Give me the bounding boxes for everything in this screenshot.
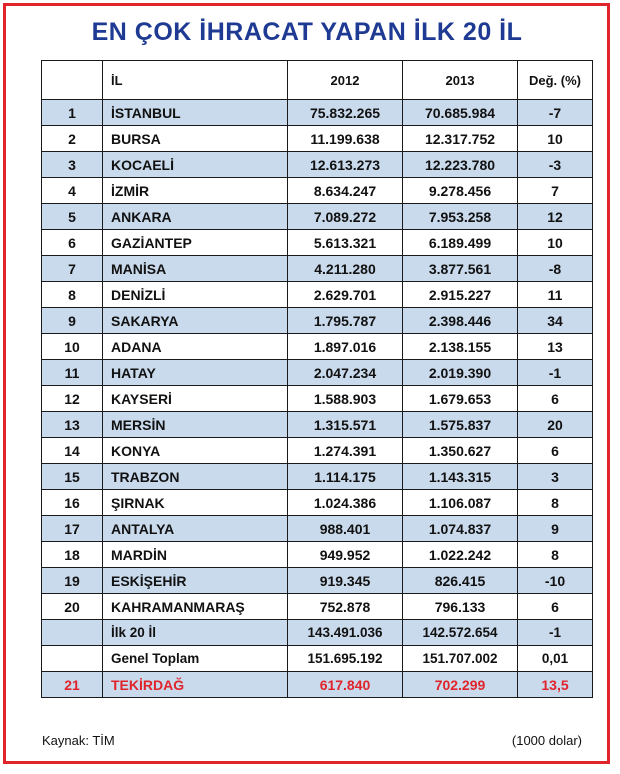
cell-2013: 12.317.752 [403, 126, 518, 152]
cell-il: TRABZON [103, 464, 288, 490]
table-row [42, 230, 593, 256]
table-row [42, 152, 593, 178]
cell-change: 10 [518, 126, 593, 152]
table-row [42, 308, 593, 334]
cell-2012: 919.345 [288, 568, 403, 594]
cell-no: 15 [42, 464, 103, 490]
cell-2012: 1.588.903 [288, 386, 403, 412]
cell-2012: 752.878 [288, 594, 403, 620]
cell-il: ANKARA [103, 204, 288, 230]
cell-2013: 1.143.315 [403, 464, 518, 490]
cell-change: -7 [518, 100, 593, 126]
table-row [42, 100, 593, 126]
cell-2012: 1.274.391 [288, 438, 403, 464]
cell-2012: 75.832.265 [288, 100, 403, 126]
cell-2012: 8.634.247 [288, 178, 403, 204]
cell-2012: 1.024.386 [288, 490, 403, 516]
cell-change: 34 [518, 308, 593, 334]
table-row [42, 282, 593, 308]
cell-2013: 1.022.242 [403, 542, 518, 568]
cell-change: 8 [518, 490, 593, 516]
cell-change: 8 [518, 542, 593, 568]
cell-il: GAZİANTEP [103, 230, 288, 256]
cell-no: 17 [42, 516, 103, 542]
cell-change: 6 [518, 438, 593, 464]
column-header-change: Değ. (%) [518, 61, 593, 100]
cell-change: 11 [518, 282, 593, 308]
column-header-il: İL [103, 61, 288, 100]
cell-2013: 1.575.837 [403, 412, 518, 438]
cell-change: 20 [518, 412, 593, 438]
cell-no: 18 [42, 542, 103, 568]
cell-il: İlk 20 İl [103, 620, 288, 646]
cell-2012: 617.840 [288, 672, 403, 698]
cell-change: 7 [518, 178, 593, 204]
total-row [42, 646, 593, 672]
cell-il: KAYSERİ [103, 386, 288, 412]
cell-2012: 151.695.192 [288, 646, 403, 672]
cell-change: -1 [518, 620, 593, 646]
table-row [42, 516, 593, 542]
cell-change: 6 [518, 386, 593, 412]
cell-change: -1 [518, 360, 593, 386]
cell-no: 16 [42, 490, 103, 516]
cell-no: 8 [42, 282, 103, 308]
cell-2012: 1.795.787 [288, 308, 403, 334]
cell-il: MARDİN [103, 542, 288, 568]
cell-il: MANİSA [103, 256, 288, 282]
cell-il: HATAY [103, 360, 288, 386]
cell-change: -8 [518, 256, 593, 282]
cell-no [42, 646, 103, 672]
cell-2013: 142.572.654 [403, 620, 518, 646]
table-row [42, 126, 593, 152]
cell-2012: 7.089.272 [288, 204, 403, 230]
page-title: EN ÇOK İHRACAT YAPAN İLK 20 İL [91, 18, 523, 46]
cell-2013: 702.299 [403, 672, 518, 698]
cell-il: BURSA [103, 126, 288, 152]
cell-2013: 1.074.837 [403, 516, 518, 542]
cell-il: KAHRAMANMARAŞ [103, 594, 288, 620]
table-row [42, 412, 593, 438]
cell-2013: 826.415 [403, 568, 518, 594]
cell-2013: 2.398.446 [403, 308, 518, 334]
cell-2013: 151.707.002 [403, 646, 518, 672]
cell-il: DENİZLİ [103, 282, 288, 308]
cell-il: Genel Toplam [103, 646, 288, 672]
subtotal-row [42, 620, 593, 646]
cell-2013: 1.679.653 [403, 386, 518, 412]
cell-change: 3 [518, 464, 593, 490]
column-header-no [42, 61, 103, 100]
cell-change: -3 [518, 152, 593, 178]
cell-2012: 2.629.701 [288, 282, 403, 308]
cell-2012: 1.897.016 [288, 334, 403, 360]
cell-no: 20 [42, 594, 103, 620]
cell-il: İSTANBUL [103, 100, 288, 126]
cell-no [42, 620, 103, 646]
cell-2013: 70.685.984 [403, 100, 518, 126]
cell-2013: 2.915.227 [403, 282, 518, 308]
cell-change: 0,01 [518, 646, 593, 672]
column-header-2012: 2012 [288, 61, 403, 100]
cell-change: 13,5 [518, 672, 593, 698]
cell-2012: 12.613.273 [288, 152, 403, 178]
cell-no: 12 [42, 386, 103, 412]
cell-il: KOCAELİ [103, 152, 288, 178]
table-row [42, 438, 593, 464]
cell-no: 10 [42, 334, 103, 360]
cell-no: 4 [42, 178, 103, 204]
unit-note: (1000 dolar) [511, 733, 582, 748]
cell-2012: 143.491.036 [288, 620, 403, 646]
cell-change: 10 [518, 230, 593, 256]
cell-il: TEKİRDAĞ [103, 672, 288, 698]
cell-il: SAKARYA [103, 308, 288, 334]
cell-no: 3 [42, 152, 103, 178]
cell-change: 6 [518, 594, 593, 620]
cell-2013: 3.877.561 [403, 256, 518, 282]
cell-2013: 1.350.627 [403, 438, 518, 464]
cell-no: 2 [42, 126, 103, 152]
cell-change: 13 [518, 334, 593, 360]
export-table [41, 60, 593, 698]
cell-il: İZMİR [103, 178, 288, 204]
cell-2013: 1.106.087 [403, 490, 518, 516]
table-row [42, 568, 593, 594]
cell-no: 19 [42, 568, 103, 594]
table-row [42, 204, 593, 230]
table-row [42, 594, 593, 620]
cell-2013: 12.223.780 [403, 152, 518, 178]
cell-no: 6 [42, 230, 103, 256]
cell-no: 7 [42, 256, 103, 282]
cell-2012: 949.952 [288, 542, 403, 568]
cell-no: 14 [42, 438, 103, 464]
cell-2013: 9.278.456 [403, 178, 518, 204]
cell-2012: 5.613.321 [288, 230, 403, 256]
cell-2012: 1.315.571 [288, 412, 403, 438]
table-row [42, 178, 593, 204]
cell-2012: 4.211.280 [288, 256, 403, 282]
cell-no: 9 [42, 308, 103, 334]
cell-il: ŞIRNAK [103, 490, 288, 516]
cell-2012: 11.199.638 [288, 126, 403, 152]
cell-2012: 1.114.175 [288, 464, 403, 490]
table-row [42, 490, 593, 516]
cell-2013: 2.019.390 [403, 360, 518, 386]
cell-change: 12 [518, 204, 593, 230]
cell-2013: 6.189.499 [403, 230, 518, 256]
cell-change: -10 [518, 568, 593, 594]
table-row [42, 542, 593, 568]
cell-no: 5 [42, 204, 103, 230]
cell-2013: 2.138.155 [403, 334, 518, 360]
table-row [42, 360, 593, 386]
cell-no: 13 [42, 412, 103, 438]
table-body [42, 100, 593, 698]
cell-no: 21 [42, 672, 103, 698]
cell-2012: 988.401 [288, 516, 403, 542]
cell-il: MERSİN [103, 412, 288, 438]
table-row [42, 334, 593, 360]
table-row [42, 464, 593, 490]
table-row [42, 256, 593, 282]
cell-2013: 796.133 [403, 594, 518, 620]
cell-change: 9 [518, 516, 593, 542]
cell-no: 1 [42, 100, 103, 126]
table-row [42, 386, 593, 412]
cell-2013: 7.953.258 [403, 204, 518, 230]
tekirdag-row [42, 672, 593, 698]
cell-2012: 2.047.234 [288, 360, 403, 386]
table-header-row [42, 61, 593, 100]
cell-il: ADANA [103, 334, 288, 360]
column-header-2013: 2013 [403, 61, 518, 100]
cell-il: ESKİŞEHİR [103, 568, 288, 594]
cell-no: 11 [42, 360, 103, 386]
source-note: Kaynak: TİM [42, 733, 115, 748]
cell-il: ANTALYA [103, 516, 288, 542]
cell-il: KONYA [103, 438, 288, 464]
